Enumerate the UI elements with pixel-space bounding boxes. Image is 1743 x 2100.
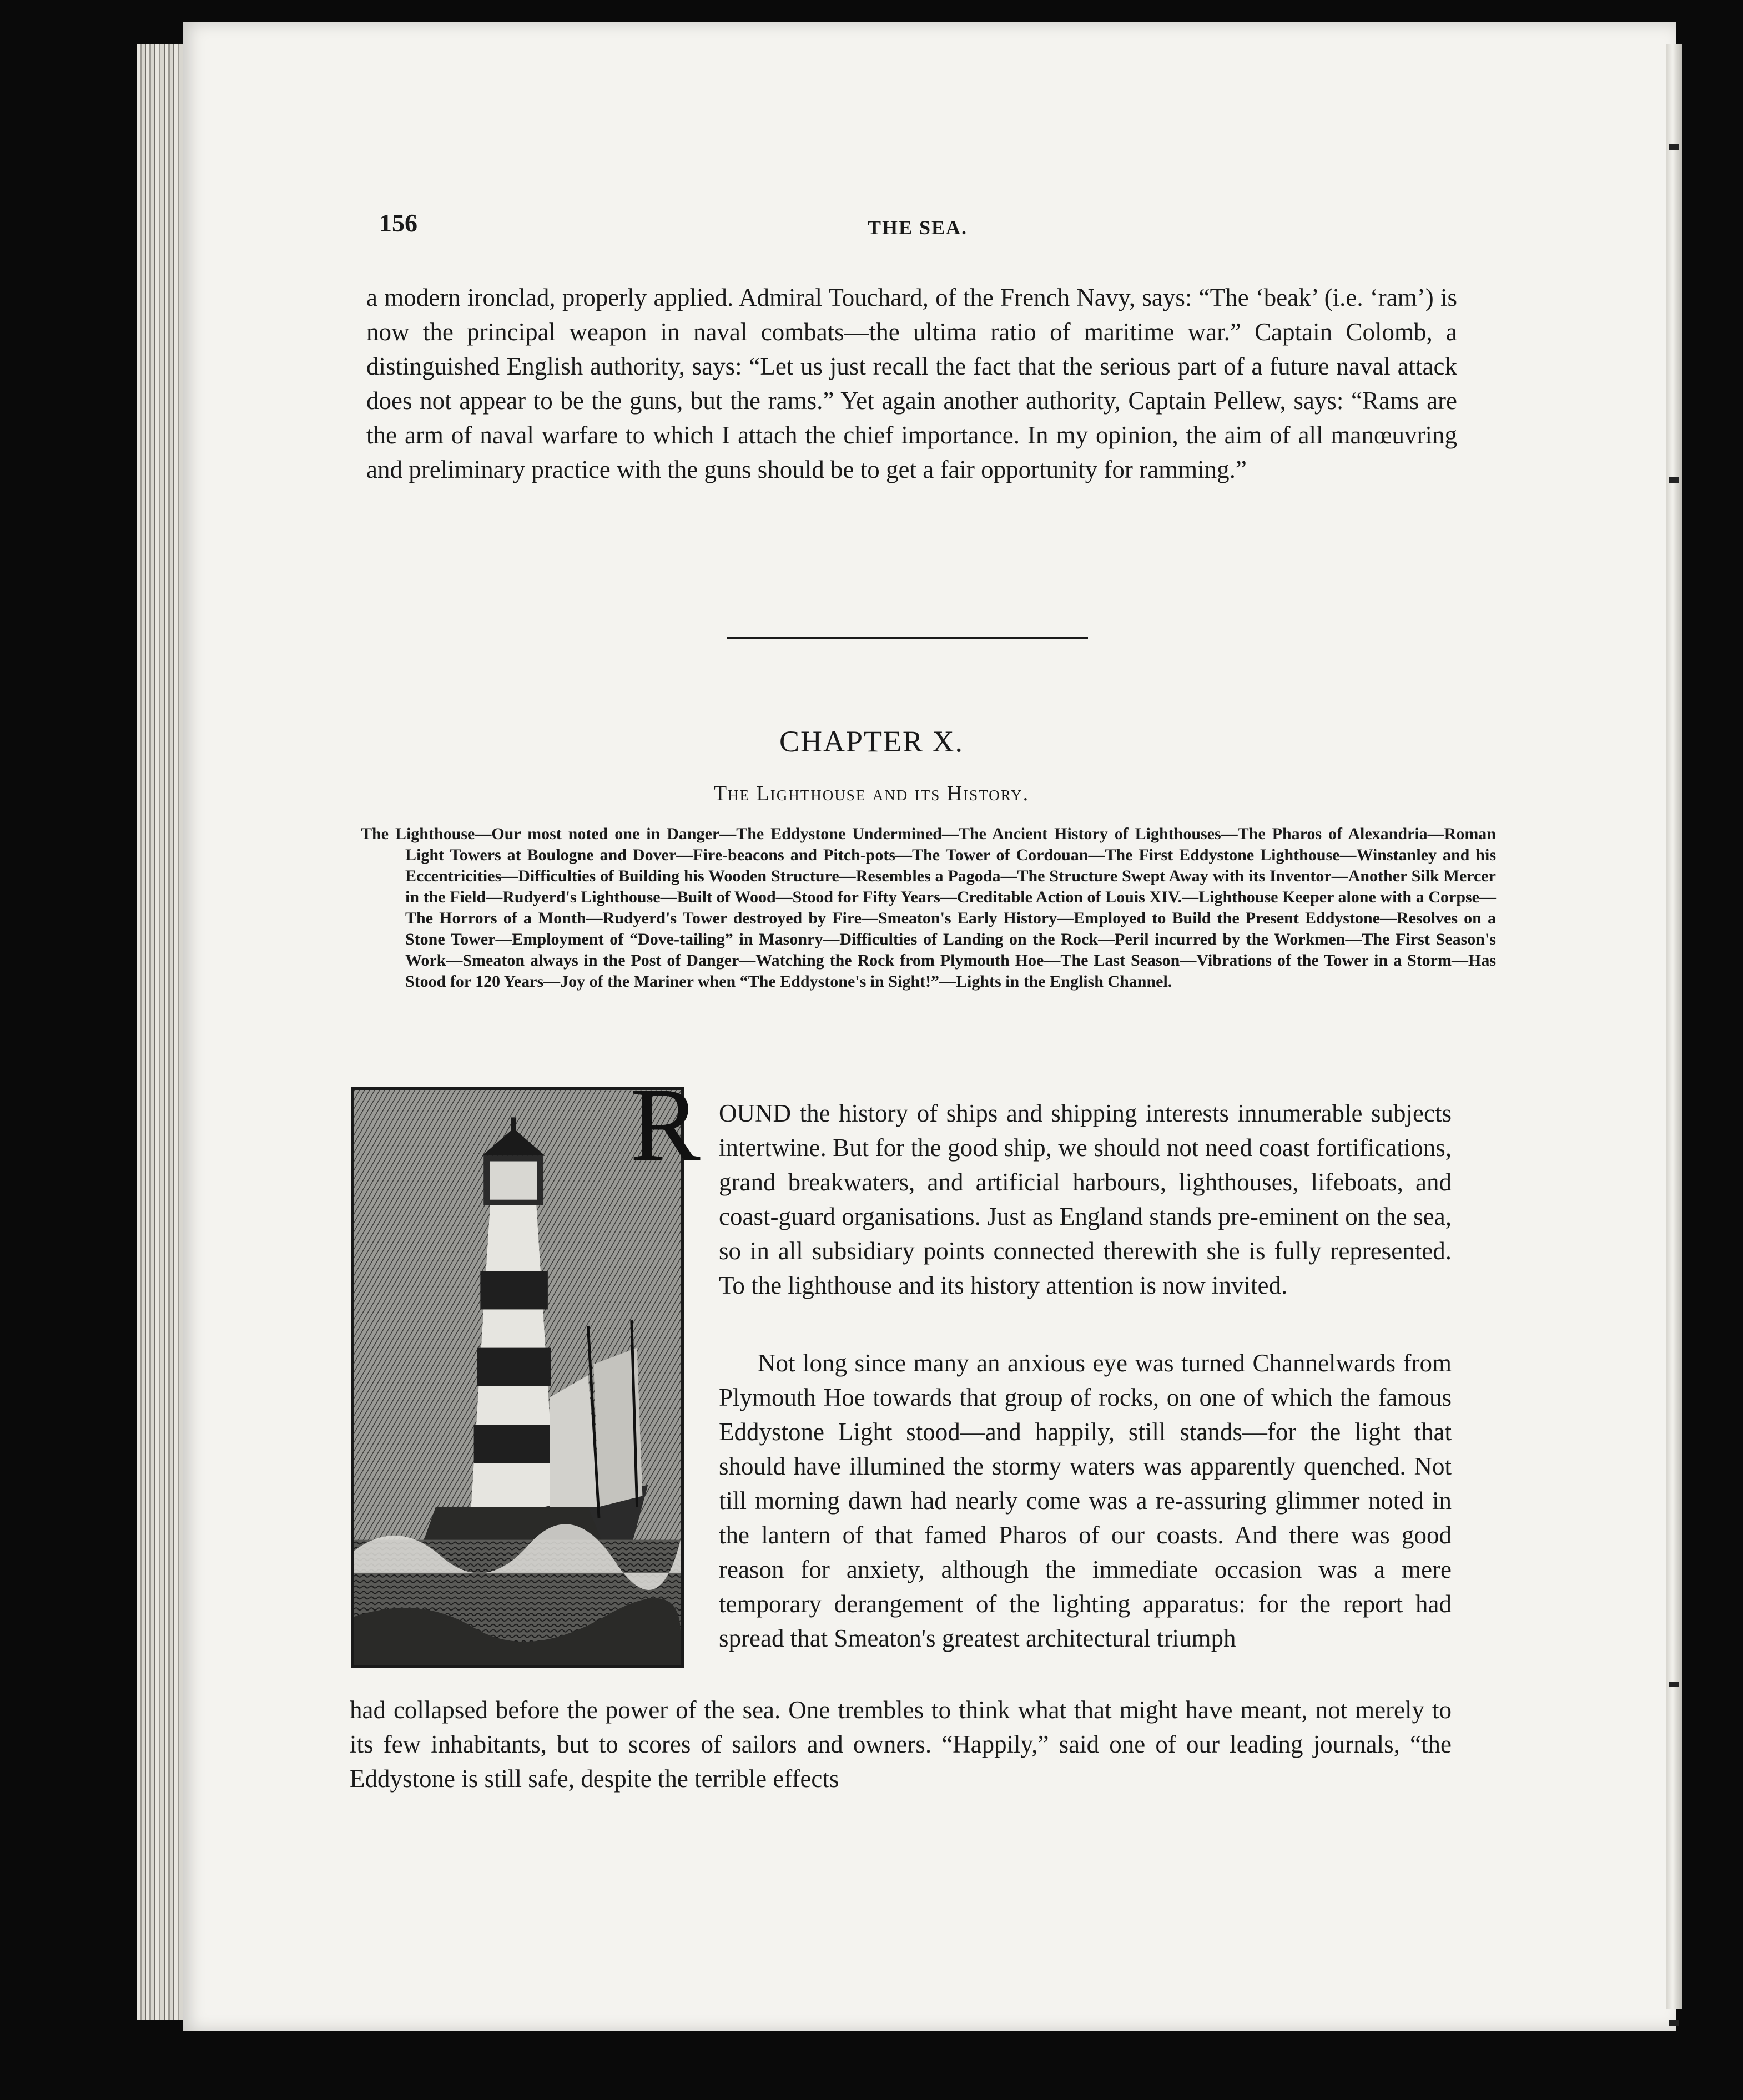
chapter-title: The Lighthouse and its History. (713, 782, 1030, 805)
chapter-summary: The Lighthouse—Our most noted one in Danger—The Eddystone Undermined—The Ancient History of Lighthouses—The Pharos of Alexandria—Roman Light Towers at Boulogne and Dover—Fire-beacons and Pitch-pots—The Tower of Cordouan—The First Eddystone Lighthouse—Winstanley and his Eccentricities—Difficulties of Building his Wooden Structure—Resembles a Pagoda—The Structure Swept Away with its Inventor—Another Silk Mercer in the Field—Rudyerd's Lighthouse—Built of Wood—Stood for Fifty Years—Creditable Action of Louis XIV.—Lighthouse Keeper alone with a Corpse—The Horrors of a Month—Rudyerd's Tower destroyed by Fire—Smeaton's Early History—Employed to Build the Present Eddystone—Resolves on a Stone Tower—Employment of “Dove-tailing” in Masonry—Difficulties of Landing on the Rock—Peril incurred by the Workmen—The First Season's Work—Smeaton always in the Post of Danger—Watching the Rock from Plymouth Hoe—The Last Season—Vibrations of the Tower in a Storm—Has Stood for 120 Years—Joy of the Mariner when “The Eddystone's in Sight!”—Lights in the English Channel. (361, 825, 1496, 991)
running-title: THE SEA. (868, 216, 968, 239)
opening-paragraph: a modern ironclad, properly applied. Admiral Touchard, of the French Navy, says: “The ‘beak’ (i.e. ‘ram’) is now the principal weapon in naval combats—the ultima ratio of maritime war.” Captain Colomb, a distinguished English authority, says: “Let us just recall the fact that the serious part of a future naval attack does not appear to be the guns, but the rams.” Yet again another authority, Captain Pellew, says: “Rams are the arm of naval warfare to which I attach the chief importance. In my opinion, the aim of all manœuvring and preliminary practice with the guns should be to get a fair opportunity for ramming.” (366, 284, 1457, 483)
body-paragraph-2: Not long since many an anxious eye was turned Channelwards from Plymouth Hoe towards that group of rocks, on one of which the famous Eddystone Light stood—and happily, still stands—for the light that should have illumined the stormy waters was apparently quenched. Not till morning dawn had nearly come was a re-assuring glimmer noted in the lantern of that famed Pharos of our coasts. And there was good reason for anxiety, although the immediate occasion was a mere temporary derangement of the lighting apparatus: for the report had spread that Smeaton's greatest architectural triumph (719, 1349, 1452, 1652)
body-paragraph-1: OUND the history of ships and shipping interests innumerable subjects intertwine. But for the good ship, we should not need coast fortifications, grand breakwaters, and artificial harbours, lighthouses, lifeboats, and coast-guard organisations. Just as England stands pre-eminent on the sea, so in all subsidiary points connected therewith she is fully represented. To the lighthouse and its history attention is now invited. (719, 1099, 1452, 1299)
drop-cap: R (630, 1067, 701, 1183)
body-paragraph-2-continued: had collapsed before the power of the sea. One trembles to think what that might have meant, not merely to its few inhabitants, but to scores of sailors and owners. “Happily,” said one of our leading journals, “the Eddystone is still safe, despite the terrible effects (350, 1696, 1452, 1793)
section-divider (727, 637, 1088, 639)
chapter-heading: CHAPTER X. (779, 725, 964, 758)
page-number: 156 (379, 209, 417, 237)
running-head (379, 208, 1489, 247)
facing-page-edge (1666, 44, 1682, 2009)
